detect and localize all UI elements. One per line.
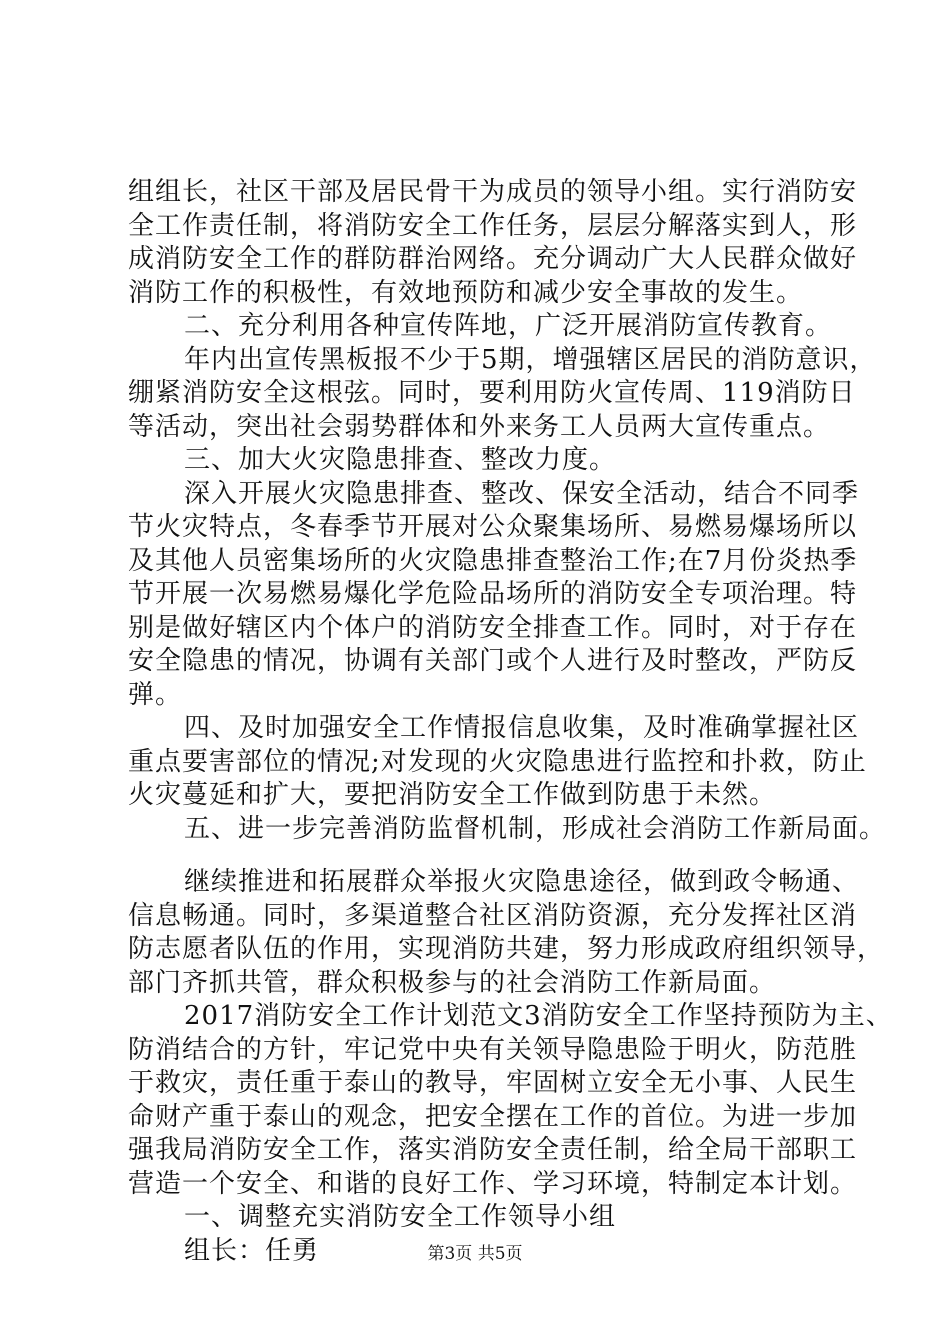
text-line: 2017消防安全工作计划范文3消防安全工作坚持预防为主、 — [184, 1001, 893, 1031]
text-line: 组组长，社区干部及居民骨干为成员的领导小组。实行消防安 — [128, 177, 858, 207]
text-line: 弹。 — [128, 679, 183, 710]
text-line: 火灾蔓延和扩大，要把消防安全工作做到防患于未然。 — [128, 780, 777, 810]
text-line: 深入开展火灾隐患排查、整改、保安全活动，结合不同季 — [184, 478, 860, 509]
text-line: 消防工作的积极性，有效地预防和减少安全事故的发生。 — [128, 277, 804, 308]
text-line: 于救灾，责任重于泰山的教导，牢固树立安全无小事、人民生 — [128, 1068, 858, 1098]
text-line: 信息畅通。同时，多渠道整合社区消防资源，充分发挥社区消 — [128, 900, 858, 931]
section-heading: 五、进一步完善消防监督机制，形成社会消防工作新局面。 — [184, 813, 887, 844]
text-line: 重点要害部位的情况;对发现的火灾隐患进行监控和扑救，防止 — [128, 746, 867, 777]
section-heading: 二、充分利用各种宣传阵地，广泛开展消防宣传教育。 — [184, 311, 833, 341]
text-line: 绷紧消防安全这根弦。同时，要利用防火宣传周、119消防日 — [128, 378, 856, 408]
text-line: 别是做好辖区内个体户的消防安全排查工作。同时，对于存在 — [128, 612, 858, 643]
text-line: 命财产重于泰山的观念，把安全摆在工作的首位。为进一步加 — [128, 1101, 858, 1132]
section-heading: 三、加大火灾隐患排查、整改力度。 — [184, 445, 617, 475]
text-line: 防志愿者队伍的作用，实现消防共建，努力形成政府组织领导， — [128, 934, 885, 964]
page-footer: 第3页 共5页 — [427, 1244, 523, 1264]
text-line: 及其他人员密集场所的火灾隐患排查整治工作;在7月份炎热季 — [128, 545, 858, 576]
text-line: 节开展一次易燃易爆化学危险品场所的消防安全专项治理。特 — [128, 579, 858, 609]
text-line: 营造一个安全、和谐的良好工作、学习环境，特制定本计划。 — [128, 1168, 858, 1199]
text-line: 安全隐患的情况，协调有关部门或个人进行及时整改，严防反 — [128, 646, 858, 676]
text-line: 强我局消防安全工作，落实消防安全责任制，给全局干部职工 — [128, 1135, 858, 1165]
text-line: 防消结合的方针，牢记党中央有关领导隐患险于明火，防范胜 — [128, 1034, 858, 1065]
text-line: 组长：任勇 — [184, 1235, 320, 1266]
section-heading: 一、调整充实消防安全工作领导小组 — [184, 1202, 617, 1232]
text-line: 节火灾特点，冬春季节开展对公众聚集场所、易燃易爆场所以 — [128, 512, 858, 542]
text-line: 继续推进和拓展群众举报火灾隐患途径，做到政令畅通、 — [184, 867, 860, 897]
text-line: 成消防安全工作的群防群治网络。充分调动广大人民群众做好 — [128, 244, 858, 274]
text-line: 部门齐抓共管，群众积极参与的社会消防工作新局面。 — [128, 967, 777, 998]
text-line: 全工作责任制，将消防安全工作任务，层层分解落实到人，形 — [128, 210, 858, 241]
section-heading: 四、及时加强安全工作情报信息收集，及时准确掌握社区 — [184, 713, 860, 743]
text-line: 年内出宣传黑板报不少于5期，增强辖区居民的消防意识， — [184, 344, 877, 375]
text-line: 等活动，突出社会弱势群体和外来务工人员两大宣传重点。 — [128, 411, 831, 442]
